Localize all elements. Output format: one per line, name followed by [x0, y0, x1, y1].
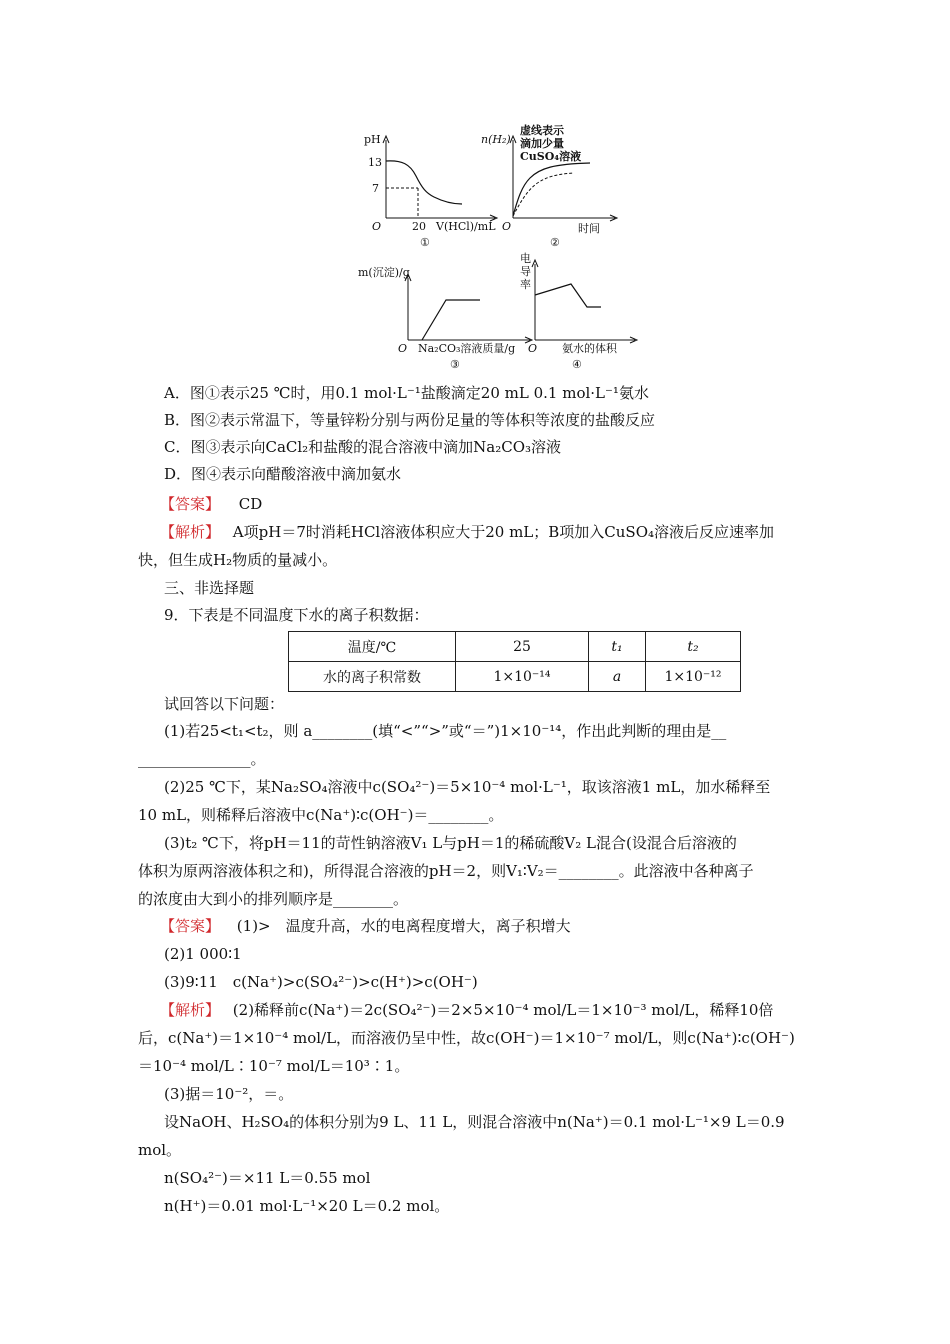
- g2-number: ②: [550, 236, 560, 249]
- table-row: [289, 632, 741, 662]
- q9-part1-blank: _______________。: [138, 750, 266, 768]
- ask-line: 试回答以下问题：: [164, 695, 285, 713]
- g2-origin: O: [502, 220, 512, 233]
- g2-note-3: CuSO₄溶液: [520, 150, 582, 163]
- table-cell: 1×10⁻¹⁴: [456, 662, 589, 692]
- g1-ylabel: pH: [364, 133, 381, 146]
- answer-1: [160, 494, 262, 514]
- explain-3-h: n(H⁺)＝0.01 mol·L⁻¹×20 L＝0.2 mol。: [164, 1197, 450, 1215]
- ion-product-table: [288, 631, 741, 692]
- g1-tick-7: 7: [372, 182, 379, 195]
- g2-ylabel: n(H₂): [481, 133, 511, 146]
- explain-2-text: (2)稀释前c(Na⁺)＝2c(SO₄²⁻)＝2×5×10⁻⁴ mol/L＝1×10⁻³ mol/L，稀释10倍: [232, 1001, 774, 1019]
- explain-2-cont: 后，c(Na⁺)＝1×10⁻⁴ mol/L，而溶液仍呈中性，故c(OH⁻)＝1×10⁻⁷ mol/L，则c(Na⁺)∶c(OH⁻): [138, 1029, 795, 1047]
- answer-2-text: (1)> 温度升高，水的电离程度增大，离子积增大: [236, 917, 571, 935]
- g4-ylabel-3: 率: [520, 278, 531, 291]
- explain-3-cont2: mol。: [138, 1141, 182, 1159]
- g4-number: ④: [572, 358, 582, 371]
- g3-origin: O: [398, 342, 408, 355]
- option-a: A．图①表示25 ℃时，用0.1 mol·L⁻¹盐酸滴定20 mL 0.1 mol·L⁻¹氨水: [164, 384, 649, 402]
- answer-2: [160, 916, 571, 936]
- graph-4: [520, 251, 637, 371]
- option-c: C．图③表示向CaCl₂和盐酸的混合溶液中滴加Na₂CO₃溶液: [164, 438, 562, 456]
- option-b: B．图②表示常温下，等量锌粉分别与两份足量的等体积等浓度的盐酸反应: [164, 411, 656, 429]
- g1-number: ①: [420, 236, 430, 249]
- explain-3: (3)据＝10⁻²，＝。: [164, 1085, 294, 1103]
- table-cell: a: [589, 662, 646, 692]
- explain-1-cont: 快，但生成H₂物质的量减小。: [138, 551, 338, 569]
- table-cell: t₁: [589, 632, 646, 662]
- g1-xlabel: V(HCl)/mL: [436, 220, 496, 233]
- answer-tag: 【答案】: [160, 495, 221, 513]
- g4-origin: O: [528, 342, 538, 355]
- g1-origin: O: [372, 220, 382, 233]
- table-cell: 温度/℃: [289, 632, 456, 662]
- g3-number: ③: [450, 358, 460, 371]
- explain-tag: 【解析】: [160, 523, 221, 541]
- explain-3-cont: 设NaOH、H₂SO₄的体积分别为9 L、11 L，则混合溶液中n(Na⁺)＝0.1 mol·L⁻¹×9 L＝0.9: [164, 1113, 785, 1131]
- g3-ylabel: m(沉淀)/g: [358, 266, 410, 279]
- figure-four-graphs: [350, 118, 640, 380]
- g4-xlabel: 氨水的体积: [562, 342, 617, 355]
- explain-2-cont2: ＝10⁻⁴ mol/L∶10⁻⁷ mol/L＝10³∶1。: [138, 1057, 410, 1075]
- graphs-svg: [350, 118, 640, 380]
- g2-note-1: 虚线表示: [520, 124, 564, 137]
- answer-2-part2: (2)1 000∶1: [164, 945, 242, 963]
- table-cell: 25: [456, 632, 589, 662]
- q9-part2-cont: 10 mL，则稀释后溶液中c(Na⁺)∶c(OH⁻)＝________。: [138, 806, 504, 824]
- table-cell: 1×10⁻¹²: [646, 662, 741, 692]
- table-cell: 水的离子积常数: [289, 662, 456, 692]
- g2-note-2: 滴加少量: [520, 137, 564, 150]
- question-9: 9．下表是不同温度下水的离子积数据：: [164, 606, 429, 624]
- g1-tick-13: 13: [368, 156, 382, 169]
- explain-2: [160, 1000, 773, 1020]
- answer-1-text: CD: [238, 495, 263, 513]
- table-cell: t₂: [646, 632, 741, 662]
- explain-1-text: A项pH＝7时消耗HCl溶液体积应大于20 mL；B项加入CuSO₄溶液后反应速率加: [232, 523, 775, 541]
- g4-ylabel-1: 电: [520, 252, 531, 265]
- graph-2: [481, 123, 617, 249]
- graph-3: [358, 265, 532, 371]
- table-row: [289, 662, 741, 692]
- option-d: D．图④表示向醋酸溶液中滴加氨水: [164, 465, 402, 483]
- g3-xlabel: Na₂CO₃溶液质量/g: [418, 342, 516, 355]
- q9-part1: (1)若25<t₁<t₂，则 a________(填“<”“>”或“＝”)1×10⁻¹⁴，作出此判断的理由是__: [164, 722, 727, 740]
- g1-tick-20: 20: [412, 220, 426, 233]
- q9-part3-cont: 体积为原两溶液体积之和)，所得混合溶液的pH＝2，则V₁∶V₂＝________。此溶液中各种离子: [138, 862, 754, 880]
- answer-2-part3: (3)9∶11 c(Na⁺)>c(SO₄²⁻)>c(H⁺)>c(OH⁻): [164, 973, 478, 991]
- section-3-heading: 三、非选择题: [164, 579, 255, 597]
- explain-1: [160, 522, 774, 542]
- q9-part3-cont2: 的浓度由大到小的排列顺序是________。: [138, 890, 409, 908]
- g2-xlabel: 时间: [578, 222, 600, 235]
- q9-part3: (3)t₂ ℃下，将pH＝11的苛性钠溶液V₁ L与pH＝1的稀硫酸V₂ L混合(设混合后溶液的: [164, 834, 737, 852]
- q9-part2: (2)25 ℃下，某Na₂SO₄溶液中c(SO₄²⁻)＝5×10⁻⁴ mol·L⁻¹，取该溶液1 mL，加水稀释至: [164, 778, 771, 796]
- explain-3-so4: n(SO₄²⁻)＝×11 L＝0.55 mol: [164, 1169, 371, 1187]
- graph-1: [364, 133, 497, 249]
- answer-tag: 【答案】: [160, 917, 221, 935]
- explain-tag: 【解析】: [160, 1001, 221, 1019]
- g4-ylabel-2: 导: [520, 265, 531, 278]
